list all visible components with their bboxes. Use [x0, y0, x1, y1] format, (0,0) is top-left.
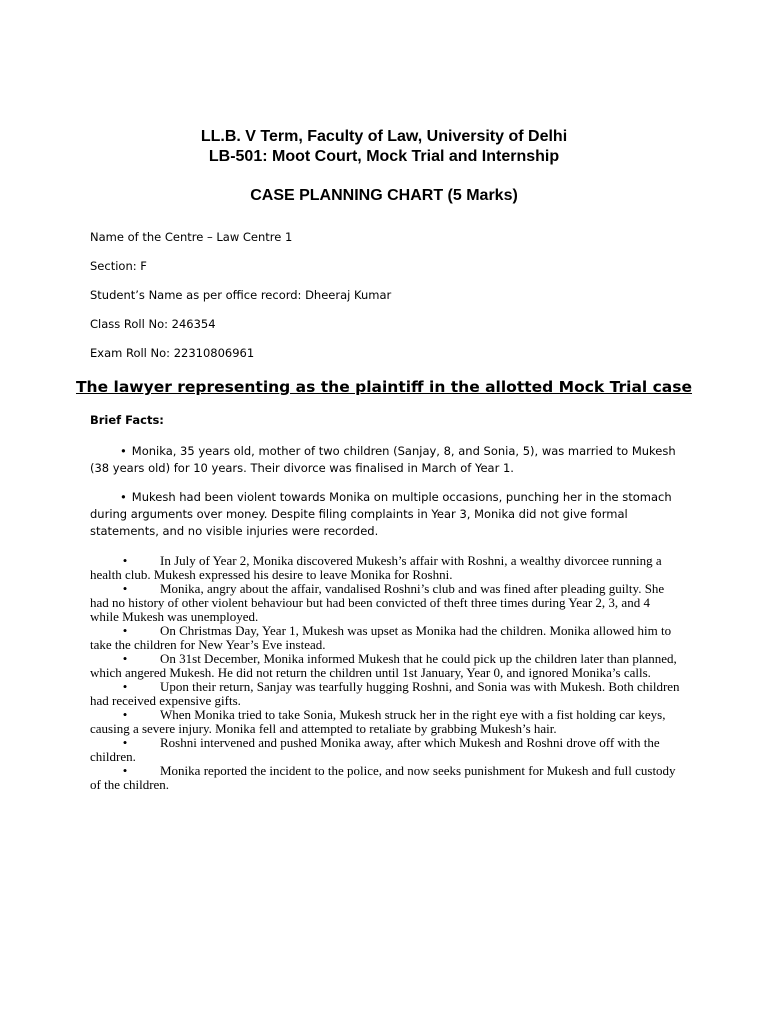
bullet-icon: •: [122, 553, 128, 568]
list-item: [90, 624, 680, 652]
facts-list: [90, 554, 680, 792]
header-university: LL.B. V Term, Faculty of Law, University of Delhi: [200, 128, 568, 145]
bullet-icon: •: [122, 735, 128, 750]
info-section: Section: F: [90, 259, 147, 273]
fact-paragraph: [90, 443, 680, 477]
bullet-icon: •: [120, 490, 127, 504]
bullet-icon: •: [122, 679, 128, 694]
header-course: LB-501: Moot Court, Mock Trial and Internship: [208, 148, 560, 165]
bullet-icon: •: [122, 763, 128, 778]
paragraph-text: Monika, 35 years old, mother of two children (Sanjay, 8, and Sonia, 5), was married to Mukesh (38 years old) for 10 years. Their divorce was finalised in March of Year 1.: [90, 444, 676, 475]
list-item: [90, 736, 680, 764]
list-item: [90, 680, 680, 708]
bullet-icon: •: [122, 623, 128, 638]
header-chart-title: CASE PLANNING CHART (5 Marks): [250, 187, 518, 204]
list-item: [90, 582, 680, 624]
list-item-text: On 31st December, Monika informed Mukesh that he could pick up the children later than planned, which angered Mukesh. He did not return the children until 1st January, Year 0, and ignored Monika’s calls.: [90, 651, 677, 680]
info-class-roll: Class Roll No: 246354: [90, 317, 216, 331]
bullet-icon: •: [122, 651, 128, 666]
bullet-icon: •: [122, 707, 128, 722]
bullet-icon: •: [120, 444, 127, 458]
list-item-text: Roshni intervened and pushed Monika away, after which Mukesh and Roshni drove off with the children.: [90, 735, 660, 764]
plaintiff-subtitle: The lawyer representing as the plaintiff in the allotted Mock Trial case: [75, 378, 693, 396]
list-item: [90, 554, 680, 582]
fact-paragraph: [90, 489, 680, 540]
info-student-name: Student’s Name as per office record: Dheeraj Kumar: [90, 288, 392, 302]
list-item-text: Monika, angry about the affair, vandalised Roshni’s club and was fined after pleading guilty. She had no history of other violent behaviour but had been convicted of theft three times during Year 2, 3, and 4 while Mukesh was unemployed.: [90, 581, 665, 624]
list-item-text: Monika reported the incident to the police, and now seeks punishment for Mukesh and full custody of the children.: [90, 763, 676, 792]
list-item-text: When Monika tried to take Sonia, Mukesh struck her in the right eye with a fist holding car keys, causing a severe injury. Monika fell and attempted to retaliate by grabbing Mukesh’s hair.: [90, 707, 666, 736]
info-exam-roll: Exam Roll No: 22310806961: [90, 346, 255, 360]
list-item-text: Upon their return, Sanjay was tearfully hugging Roshni, and Sonia was with Mukesh. Both children had received expensive gifts.: [90, 679, 680, 708]
paragraph-text: Mukesh had been violent towards Monika on multiple occasions, punching her in the stomach during arguments over money. Despite filing complaints in Year 3, Monika did not give formal statements, and no visible injuries were recorded.: [90, 490, 672, 538]
info-centre: Name of the Centre – Law Centre 1: [90, 230, 293, 244]
list-item: [90, 764, 680, 792]
list-item-text: On Christmas Day, Year 1, Mukesh was upset as Monika had the children. Monika allowed him to take the children for New Year’s Eve instead.: [90, 623, 672, 652]
list-item: [90, 708, 680, 736]
brief-facts-label: Brief Facts:: [90, 413, 164, 427]
bullet-icon: •: [122, 581, 128, 596]
list-item: [90, 652, 680, 680]
list-item-text: In July of Year 2, Monika discovered Mukesh’s affair with Roshni, a wealthy divorcee running a health club. Mukesh expressed his desire to leave Monika for Roshni.: [90, 553, 662, 582]
